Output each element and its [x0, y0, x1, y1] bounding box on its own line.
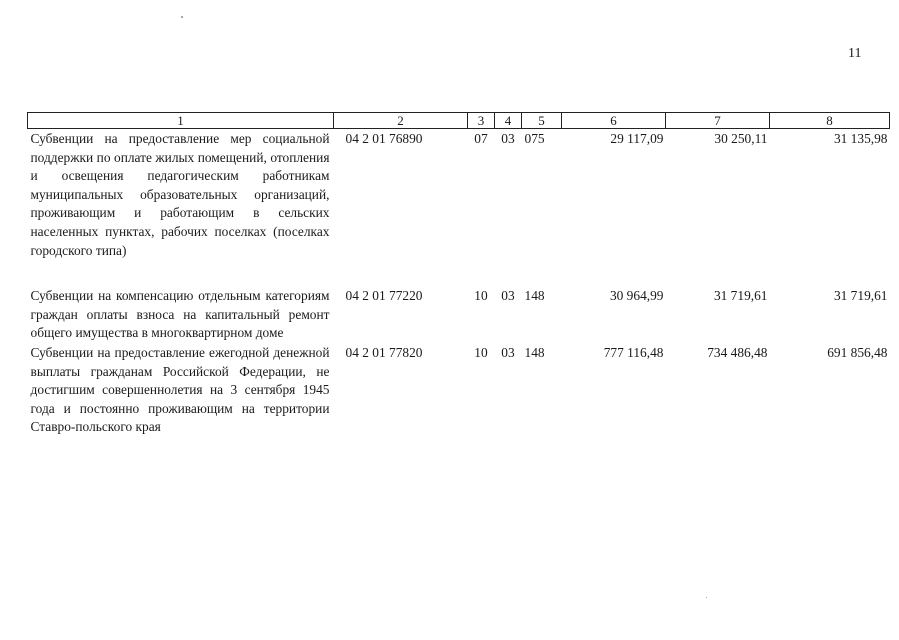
row-code: 04 2 01 77820: [345, 344, 423, 360]
row-expense-type: 148: [524, 288, 545, 304]
row-value-3: 691 856,48: [827, 344, 888, 360]
row-section: 07: [474, 131, 488, 146]
row-value-1: 777 116,48: [603, 344, 664, 360]
column-header: 6: [562, 113, 666, 129]
row-value-1: 30 964,99: [609, 288, 664, 304]
row-value-3: 31 135,98: [833, 131, 888, 146]
row-name: Субвенции на компенсацию отдельным категориям граждан оплаты взноса на капитальный ремонт общего имущества в многоквартирном доме: [30, 288, 330, 341]
row-value-2: 734 486,48: [707, 344, 768, 360]
row-subsection: 03: [501, 131, 515, 146]
row-section: 10: [474, 344, 488, 360]
row-subsection: 03: [501, 344, 515, 360]
row-code: 04 2 01 76890: [345, 131, 423, 146]
table-header-row: [28, 113, 890, 129]
column-header: 8: [770, 113, 890, 129]
budget-table: [27, 112, 890, 437]
page-number: 11: [848, 46, 862, 61]
scan-speck: [181, 16, 183, 18]
row-spacer: [28, 260, 890, 286]
column-header: 2: [334, 113, 468, 129]
row-value-1: 29 117,09: [610, 131, 664, 146]
row-name: Субвенции на предоставление мер социальной поддержки по оплате жилых помещений, отопления и освещения педагогическим работникам муниципальных образовательных организаций, проживающим и работающим в сельских населенных пунктах, рабочих поселках (поселках городского типа): [30, 131, 330, 258]
table-row: [28, 343, 890, 437]
column-header: 7: [666, 113, 770, 129]
row-subsection: 03: [501, 288, 515, 304]
row-code: 04 2 01 77220: [345, 288, 423, 304]
column-header: 3: [468, 113, 495, 129]
row-expense-type: 075: [524, 131, 545, 146]
table-row: [28, 129, 890, 261]
column-header: 1: [28, 113, 334, 129]
row-section: 10: [474, 288, 488, 304]
column-header: 4: [495, 113, 522, 129]
row-value-2: 31 719,61: [713, 288, 768, 304]
row-name: Субвенции на предоставление ежегодной денежной выплаты гражданам Российской Федерации, не достигшим совершеннолетия на 3 сентября 1945 года и постоянно проживающим на территории Ставро-польского края: [30, 344, 330, 435]
table-row: [28, 286, 890, 343]
column-header: 5: [522, 113, 562, 129]
row-expense-type: 148: [524, 344, 545, 360]
row-value-2: 30 250,11: [714, 131, 768, 146]
scan-speck: [706, 597, 707, 598]
row-value-3: 31 719,61: [833, 288, 888, 304]
